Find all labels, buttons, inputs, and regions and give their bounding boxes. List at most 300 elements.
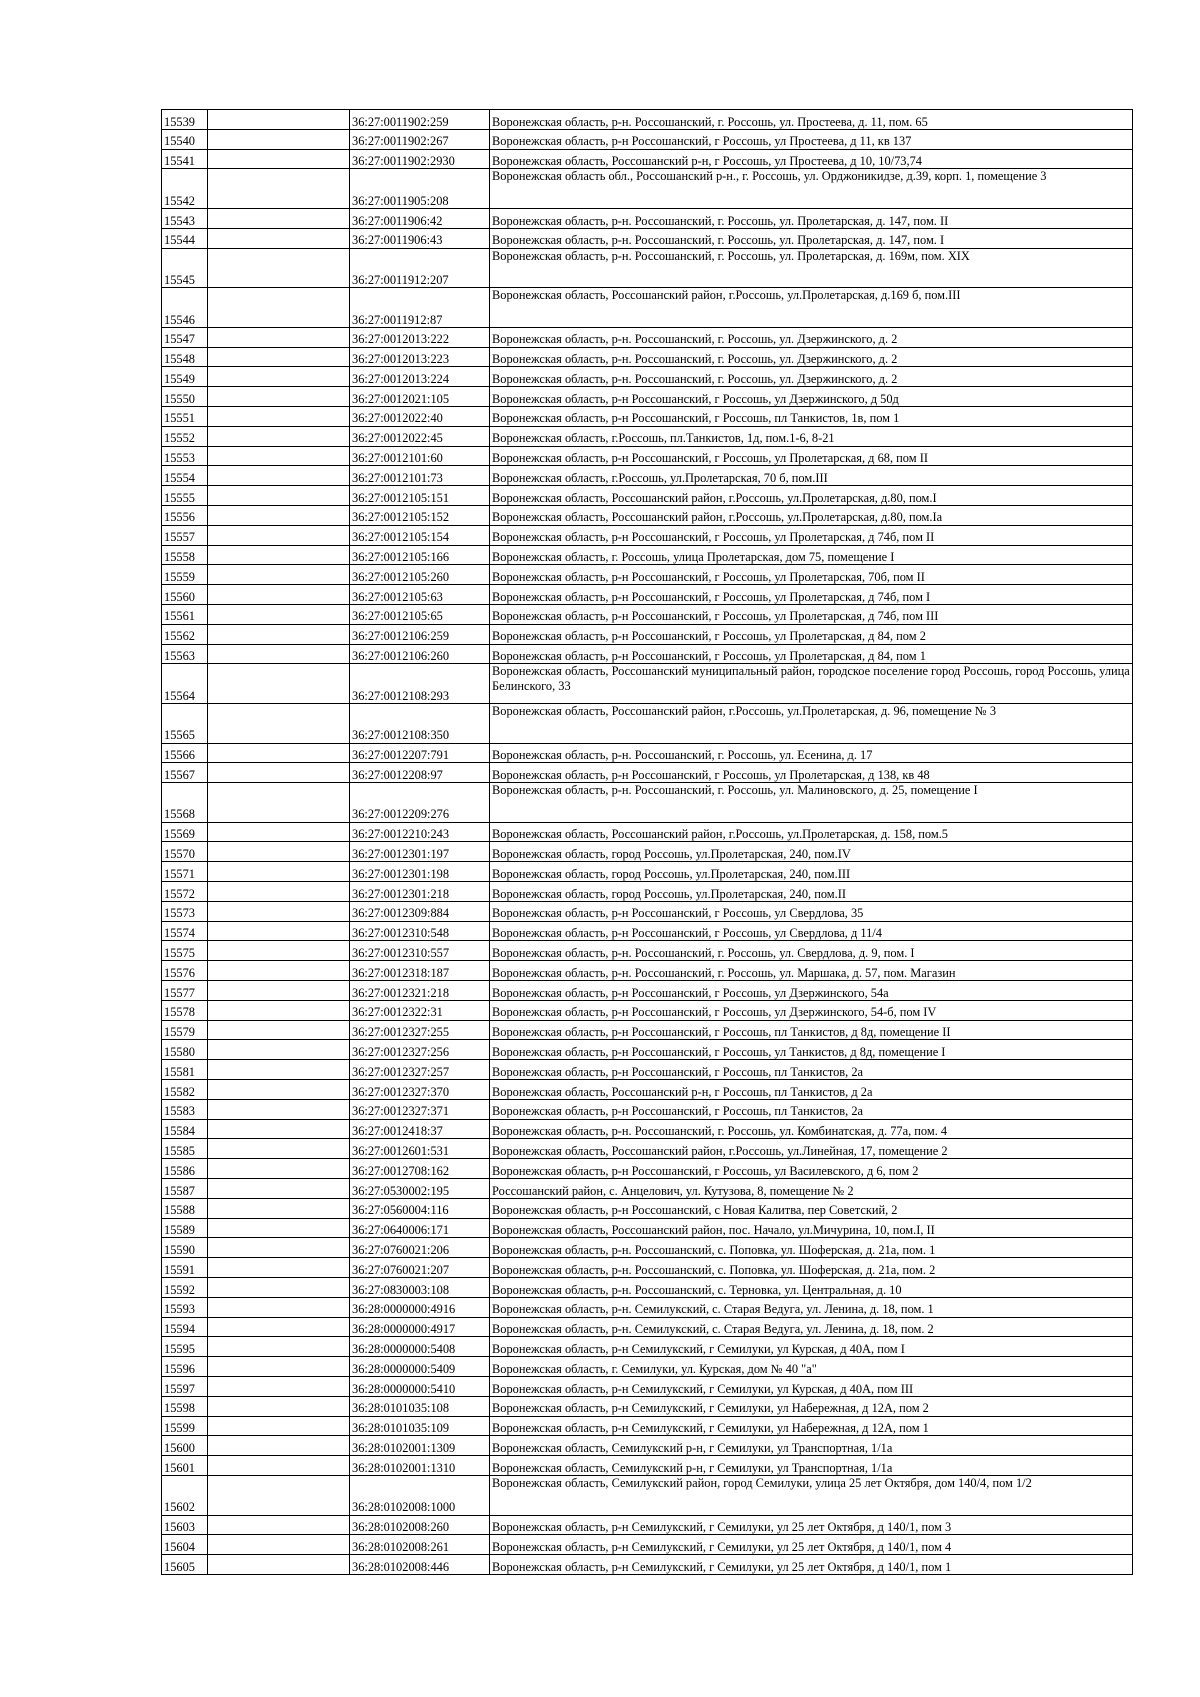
empty-cell [208,1060,350,1080]
address-cell: Воронежская область, Россошанский р-н, г Россошь, пл Танкистов, д 2а [490,1080,1133,1100]
cadastral-number-cell: 36:27:0011902:267 [350,129,490,149]
empty-cell [208,1179,350,1199]
row-number-cell: 15585 [162,1139,208,1159]
row-number-cell: 15559 [162,565,208,585]
address-cell: Воронежская область, р-н Россошанский, г Россошь, ул Василевского, д 6, пом 2 [490,1159,1133,1179]
empty-cell [208,842,350,862]
cadastral-number-cell: 36:28:0102001:1309 [350,1436,490,1456]
row-number-cell: 15576 [162,961,208,981]
address-cell: Воронежская область, Россошанский район, пос. Начало, ул.Мичурина, 10, пом.I, II [490,1218,1133,1238]
empty-cell [208,367,350,387]
row-number-cell: 15601 [162,1456,208,1476]
table-row [162,1099,1133,1119]
table-row [162,406,1133,426]
empty-cell [208,1159,350,1179]
address-cell: Воронежская область, г.Россошь, ул.Пролетарская, 70 б, пом.III [490,466,1133,486]
row-number-cell: 15600 [162,1436,208,1456]
row-number-cell: 15551 [162,406,208,426]
address-cell: Воронежская область, Россошанский муниципальный район, городское поселение город Россошь, город Россошь, улица Белинского, 33 [490,664,1133,704]
row-number-cell: 15590 [162,1238,208,1258]
cadastral-number-cell: 36:27:0012105:151 [350,486,490,506]
table-row [162,525,1133,545]
address-cell: Воронежская область, р-н Россошанский, г Россошь, пл Танкистов, 2а [490,1060,1133,1080]
table-row [162,1060,1133,1080]
cadastral-number-cell: 36:27:0012327:255 [350,1020,490,1040]
cadastral-number-cell: 36:27:0012318:187 [350,961,490,981]
cadastral-number-cell: 36:27:0012105:154 [350,525,490,545]
cadastral-number-cell: 36:27:0012022:45 [350,426,490,446]
table-row [162,1139,1133,1159]
table-row [162,1317,1133,1337]
cadastral-number-cell: 36:27:0012708:162 [350,1159,490,1179]
empty-cell [208,1099,350,1119]
row-number-cell: 15558 [162,545,208,565]
cadastral-number-cell: 36:28:0102008:260 [350,1515,490,1535]
row-number-cell: 15598 [162,1396,208,1416]
row-number-cell: 15594 [162,1317,208,1337]
address-cell: Воронежская область, Россошанский район, г.Россошь, ул.Пролетарская, д.80, пом.I [490,486,1133,506]
empty-cell [208,1416,350,1436]
empty-cell [208,941,350,961]
row-number-cell: 15591 [162,1258,208,1278]
empty-cell [208,1337,350,1357]
address-cell: Воронежская область, Россошанский район, г.Россошь, ул.Пролетарская, д. 96, помещение № 3 [490,703,1133,743]
address-cell: Воронежская область обл., Россошанский р-н., г. Россошь, ул. Орджоникидзе, д.39, корп. 1, помещение 3 [490,169,1133,209]
row-number-cell: 15577 [162,981,208,1001]
table-row [162,1218,1133,1238]
empty-cell [208,624,350,644]
empty-cell [208,961,350,981]
cadastral-number-cell: 36:27:0012108:293 [350,664,490,704]
empty-cell [208,1515,350,1535]
row-number-cell: 15554 [162,466,208,486]
address-cell: Воронежская область, Россошанский район, г.Россошь, ул.Линейная, 17, помещение 2 [490,1139,1133,1159]
row-number-cell: 15543 [162,208,208,228]
table-row [162,1555,1133,1575]
registry-table-body [162,110,1133,1575]
table-row [162,208,1133,228]
empty-cell [208,1297,350,1317]
address-cell: Воронежская область, р-н Россошанский, г Россошь, ул Пролетарская, д 84, пом 2 [490,624,1133,644]
cadastral-number-cell: 36:27:0760021:206 [350,1238,490,1258]
address-cell: Воронежская область, р-н Россошанский, г Россошь, ул Пролетарская, д 84, пом 1 [490,644,1133,664]
empty-cell [208,129,350,149]
empty-cell [208,545,350,565]
row-number-cell: 15541 [162,149,208,169]
cadastral-number-cell: 36:27:0011902:259 [350,110,490,130]
cadastral-number-cell: 36:28:0000000:5409 [350,1357,490,1377]
row-number-cell: 15553 [162,446,208,466]
table-row [162,585,1133,605]
cadastral-number-cell: 36:27:0012021:105 [350,387,490,407]
table-row [162,1456,1133,1476]
empty-cell [208,1258,350,1278]
table-row [162,486,1133,506]
cadastral-number-cell: 36:27:0012309:884 [350,901,490,921]
address-cell: Воронежская область, р-н Россошанский, г Россошь, пл Танкистов, 2а [490,1099,1133,1119]
row-number-cell: 15588 [162,1198,208,1218]
row-number-cell: 15578 [162,1000,208,1020]
table-row [162,1040,1133,1060]
table-row [162,1258,1133,1278]
cadastral-number-cell: 36:27:0012601:531 [350,1139,490,1159]
row-number-cell: 15583 [162,1099,208,1119]
table-row [162,565,1133,585]
table-row [162,1396,1133,1416]
address-cell: Воронежская область, город Россошь, ул.Пролетарская, 240, пом.II [490,882,1133,902]
cadastral-number-cell: 36:27:0760021:207 [350,1258,490,1278]
empty-cell [208,1396,350,1416]
empty-cell [208,110,350,130]
row-number-cell: 15556 [162,505,208,525]
table-row [162,981,1133,1001]
address-cell: Воронежская область, Россошанский район, г.Россошь, ул.Пролетарская, д.169 б, пом.III [490,288,1133,328]
registry-table [161,109,1133,1575]
address-cell: Воронежская область, р-н Россошанский, г Россошь, ул Пролетарская, д 74б, пом III [490,604,1133,624]
address-cell: Воронежская область, р-н. Россошанский, г. Россошь, ул. Дзержинского, д. 2 [490,367,1133,387]
row-number-cell: 15587 [162,1179,208,1199]
cadastral-number-cell: 36:27:0012105:65 [350,604,490,624]
empty-cell [208,426,350,446]
table-row [162,1357,1133,1377]
cadastral-number-cell: 36:28:0000000:4916 [350,1297,490,1317]
empty-cell [208,1238,350,1258]
cadastral-number-cell: 36:27:0012207:791 [350,743,490,763]
address-cell: Воронежская область, р-н Россошанский, г Россошь, пл Танкистов, д 8д, помещение II [490,1020,1133,1040]
table-row [162,1416,1133,1436]
cadastral-number-cell: 36:27:0012301:198 [350,862,490,882]
cadastral-number-cell: 36:27:0011912:207 [350,248,490,288]
table-row [162,1475,1133,1515]
table-row [162,387,1133,407]
row-number-cell: 15544 [162,228,208,248]
table-row [162,604,1133,624]
empty-cell [208,862,350,882]
address-cell: Воронежская область, р-н. Россошанский, с. Поповка, ул. Шоферская, д. 21а, пом. 2 [490,1258,1133,1278]
row-number-cell: 15568 [162,783,208,823]
row-number-cell: 15545 [162,248,208,288]
row-number-cell: 15555 [162,486,208,506]
row-number-cell: 15580 [162,1040,208,1060]
table-row [162,545,1133,565]
row-number-cell: 15560 [162,585,208,605]
empty-cell [208,347,350,367]
row-number-cell: 15542 [162,169,208,209]
table-row [162,941,1133,961]
cadastral-number-cell: 36:27:0011906:42 [350,208,490,228]
address-cell: Воронежская область, р-н Семилукский, г Семилуки, ул Курская, д 40А, пом III [490,1377,1133,1397]
empty-cell [208,446,350,466]
empty-cell [208,882,350,902]
table-row [162,763,1133,783]
cadastral-number-cell: 36:28:0102008:446 [350,1555,490,1575]
cadastral-number-cell: 36:27:0012013:222 [350,327,490,347]
empty-cell [208,387,350,407]
empty-cell [208,1456,350,1476]
table-row [162,1297,1133,1317]
address-cell: Воронежская область, Россошанский район, г.Россошь, ул.Пролетарская, д. 158, пом.5 [490,822,1133,842]
address-cell: Воронежская область, Семилукский район, город Семилуки, улица 25 лет Октября, дом 140/4, пом 1/2 [490,1475,1133,1515]
address-cell: Воронежская область, р-н Россошанский, г Россошь, ул Дзержинского, 54а [490,981,1133,1001]
row-number-cell: 15592 [162,1278,208,1298]
empty-cell [208,783,350,823]
table-row [162,1119,1133,1139]
empty-cell [208,1535,350,1555]
table-row [162,901,1133,921]
empty-cell [208,149,350,169]
address-cell: Воронежская область, Семилукский р-н, г Семилуки, ул Транспортная, 1/1а [490,1456,1133,1476]
cadastral-number-cell: 36:27:0560004:116 [350,1198,490,1218]
empty-cell [208,604,350,624]
table-row [162,1238,1133,1258]
address-cell: Воронежская область, р-н. Россошанский, г. Россошь, ул. Дзержинского, д. 2 [490,347,1133,367]
cadastral-number-cell: 36:27:0012301:218 [350,882,490,902]
address-cell: Воронежская область, г. Россошь, улица Пролетарская, дом 75, помещение I [490,545,1133,565]
row-number-cell: 15596 [162,1357,208,1377]
table-row [162,743,1133,763]
cadastral-number-cell: 36:27:0012106:260 [350,644,490,664]
table-row [162,703,1133,743]
empty-cell [208,763,350,783]
table-row [162,961,1133,981]
address-cell: Воронежская область, р-н. Россошанский, с. Терновка, ул. Центральная, д. 10 [490,1278,1133,1298]
row-number-cell: 15546 [162,288,208,328]
address-cell: Воронежская область, р-н. Семилукский, с. Старая Ведуга, ул. Ленина, д. 18, пом. 2 [490,1317,1133,1337]
cadastral-number-cell: 36:27:0012209:276 [350,783,490,823]
row-number-cell: 15547 [162,327,208,347]
row-number-cell: 15548 [162,347,208,367]
table-row [162,129,1133,149]
table-row [162,446,1133,466]
row-number-cell: 15579 [162,1020,208,1040]
cadastral-number-cell: 36:27:0012208:97 [350,763,490,783]
address-cell: Воронежская область, р-н Семилукский, г Семилуки, ул Набережная, д 12А, пом 2 [490,1396,1133,1416]
empty-cell [208,228,350,248]
row-number-cell: 15562 [162,624,208,644]
address-cell: Воронежская область, г.Россошь, пл.Танкистов, 1д, пом.1-6, 8-21 [490,426,1133,446]
cadastral-number-cell: 36:27:0012418:37 [350,1119,490,1139]
cadastral-number-cell: 36:27:0012105:260 [350,565,490,585]
row-number-cell: 15565 [162,703,208,743]
table-row [162,367,1133,387]
cadastral-number-cell: 36:27:0012327:257 [350,1060,490,1080]
row-number-cell: 15539 [162,110,208,130]
cadastral-number-cell: 36:27:0012321:218 [350,981,490,1001]
address-cell: Воронежская область, р-н. Россошанский, г. Россошь, ул. Пролетарская, д. 147, пом. II [490,208,1133,228]
row-number-cell: 15572 [162,882,208,902]
address-cell: Воронежская область, р-н Россошанский, г Россошь, ул Свердлова, 35 [490,901,1133,921]
row-number-cell: 15552 [162,426,208,446]
cadastral-number-cell: 36:27:0011902:2930 [350,149,490,169]
address-cell: Воронежская область, р-н. Россошанский, г. Россошь, ул. Пролетарская, д. 169м, пом. XIX [490,248,1133,288]
table-row [162,664,1133,704]
table-row [162,248,1133,288]
row-number-cell: 15564 [162,664,208,704]
cadastral-number-cell: 36:28:0000000:5408 [350,1337,490,1357]
address-cell: Воронежская область, р-н Россошанский, г Россошь, ул Пролетарская, д 68, пом II [490,446,1133,466]
table-row [162,783,1133,823]
address-cell: Воронежская область, р-н Семилукский, г Семилуки, ул 25 лет Октября, д 140/1, пом 3 [490,1515,1133,1535]
cadastral-number-cell: 36:27:0012013:223 [350,347,490,367]
empty-cell [208,327,350,347]
row-number-cell: 15581 [162,1060,208,1080]
table-row [162,1000,1133,1020]
address-cell: Воронежская область, Семилукский р-н, г Семилуки, ул Транспортная, 1/1а [490,1436,1133,1456]
address-cell: Воронежская область, Россошанский р-н, г Россошь, ул Простеева, д 10, 10/73,74 [490,149,1133,169]
table-row [162,862,1133,882]
table-row [162,1515,1133,1535]
cadastral-number-cell: 36:27:0012101:73 [350,466,490,486]
cadastral-number-cell: 36:27:0012327:370 [350,1080,490,1100]
address-cell: Воронежская область, р-н Россошанский, г Россошь, ул Свердлова, д 11/4 [490,921,1133,941]
table-row [162,842,1133,862]
cadastral-number-cell: 36:27:0012101:60 [350,446,490,466]
row-number-cell: 15567 [162,763,208,783]
empty-cell [208,585,350,605]
table-row [162,1377,1133,1397]
empty-cell [208,505,350,525]
address-cell: Воронежская область, р-н Семилукский, г Семилуки, ул 25 лет Октября, д 140/1, пом 4 [490,1535,1133,1555]
cadastral-number-cell: 36:27:0012013:224 [350,367,490,387]
empty-cell [208,981,350,1001]
row-number-cell: 15571 [162,862,208,882]
table-row [162,921,1133,941]
table-row [162,822,1133,842]
row-number-cell: 15599 [162,1416,208,1436]
address-cell: Воронежская область, г. Семилуки, ул. Курская, дом № 40 "а" [490,1357,1133,1377]
empty-cell [208,208,350,228]
cadastral-number-cell: 36:28:0101035:108 [350,1396,490,1416]
cadastral-number-cell: 36:27:0012327:256 [350,1040,490,1060]
empty-cell [208,1278,350,1298]
empty-cell [208,1317,350,1337]
row-number-cell: 15595 [162,1337,208,1357]
address-cell: Воронежская область, Россошанский район, г.Россошь, ул.Пролетарская, д.80, пом.Iа [490,505,1133,525]
address-cell: Воронежская область, р-н. Россошанский, г. Россошь, ул. Комбинатская, д. 77а, пом. 4 [490,1119,1133,1139]
table-row [162,1020,1133,1040]
cadastral-number-cell: 36:27:0011912:87 [350,288,490,328]
table-row [162,228,1133,248]
address-cell: Воронежская область, р-н Россошанский, г Россошь, ул Дзержинского, д 50д [490,387,1133,407]
cadastral-number-cell: 36:27:0012310:548 [350,921,490,941]
cadastral-number-cell: 36:27:0012105:152 [350,505,490,525]
table-row [162,1337,1133,1357]
empty-cell [208,921,350,941]
table-row [162,110,1133,130]
cadastral-number-cell: 36:27:0011906:43 [350,228,490,248]
cadastral-number-cell: 36:27:0012322:31 [350,1000,490,1020]
cadastral-number-cell: 36:28:0000000:4917 [350,1317,490,1337]
cadastral-number-cell: 36:27:0012310:557 [350,941,490,961]
table-row [162,644,1133,664]
row-number-cell: 15584 [162,1119,208,1139]
empty-cell [208,664,350,704]
empty-cell [208,1555,350,1575]
empty-cell [208,901,350,921]
row-number-cell: 15569 [162,822,208,842]
row-number-cell: 15589 [162,1218,208,1238]
cadastral-number-cell: 36:27:0012301:197 [350,842,490,862]
table-row [162,1436,1133,1456]
empty-cell [208,565,350,585]
empty-cell [208,1139,350,1159]
table-row [162,169,1133,209]
empty-cell [208,406,350,426]
empty-cell [208,1000,350,1020]
address-cell: Воронежская область, р-н. Россошанский, г. Россошь, ул. Малиновского, д. 25, помещение I [490,783,1133,823]
empty-cell [208,486,350,506]
address-cell: Воронежская область, город Россошь, ул.Пролетарская, 240, пом.IV [490,842,1133,862]
table-row [162,1198,1133,1218]
address-cell: Воронежская область, город Россошь, ул.Пролетарская, 240, пом.III [490,862,1133,882]
address-cell: Воронежская область, р-н Россошанский, г Россошь, ул Танкистов, д 8д, помещение I [490,1040,1133,1060]
empty-cell [208,1198,350,1218]
address-cell: Воронежская область, р-н. Россошанский, с. Поповка, ул. Шоферская, д. 21а, пом. 1 [490,1238,1133,1258]
address-cell: Воронежская область, р-н Россошанский, г Россошь, ул Пролетарская, д 74б, пом I [490,585,1133,605]
row-number-cell: 15593 [162,1297,208,1317]
empty-cell [208,1218,350,1238]
cadastral-number-cell: 36:27:0012108:350 [350,703,490,743]
row-number-cell: 15603 [162,1515,208,1535]
empty-cell [208,288,350,328]
address-cell: Воронежская область, р-н Семилукский, г Семилуки, ул Набережная, д 12А, пом 1 [490,1416,1133,1436]
row-number-cell: 15561 [162,604,208,624]
row-number-cell: 15573 [162,901,208,921]
table-row [162,1080,1133,1100]
empty-cell [208,1436,350,1456]
cadastral-number-cell: 36:27:0012022:40 [350,406,490,426]
address-cell: Воронежская область, р-н. Россошанский, г. Россошь, ул. Свердлова, д. 9, пом. I [490,941,1133,961]
row-number-cell: 15549 [162,367,208,387]
row-number-cell: 15550 [162,387,208,407]
address-cell: Воронежская область, р-н. Семилукский, с. Старая Ведуга, ул. Ленина, д. 18, пом. 1 [490,1297,1133,1317]
table-row [162,149,1133,169]
row-number-cell: 15582 [162,1080,208,1100]
cadastral-number-cell: 36:27:0011905:208 [350,169,490,209]
empty-cell [208,1040,350,1060]
table-row [162,1535,1133,1555]
cadastral-number-cell: 36:27:0012105:63 [350,585,490,605]
cadastral-number-cell: 36:27:0640006:171 [350,1218,490,1238]
empty-cell [208,466,350,486]
table-row [162,466,1133,486]
row-number-cell: 15540 [162,129,208,149]
row-number-cell: 15586 [162,1159,208,1179]
table-row [162,1278,1133,1298]
empty-cell [208,1357,350,1377]
cadastral-number-cell: 36:27:0830003:108 [350,1278,490,1298]
empty-cell [208,1119,350,1139]
table-row [162,1159,1133,1179]
address-cell: Воронежская область, р-н Россошанский, с Новая Калитва, пер Советский, 2 [490,1198,1133,1218]
cadastral-number-cell: 36:27:0012105:166 [350,545,490,565]
empty-cell [208,644,350,664]
row-number-cell: 15597 [162,1377,208,1397]
address-cell: Воронежская область, р-н Россошанский, г Россошь, ул Пролетарская, д 138, кв 48 [490,763,1133,783]
row-number-cell: 15563 [162,644,208,664]
empty-cell [208,743,350,763]
address-cell: Воронежская область, р-н Россошанский, г Россошь, ул Пролетарская, 70б, пом II [490,565,1133,585]
cadastral-number-cell: 36:28:0102001:1310 [350,1456,490,1476]
row-number-cell: 15570 [162,842,208,862]
empty-cell [208,1080,350,1100]
table-row [162,1179,1133,1199]
table-row [162,347,1133,367]
address-cell: Воронежская область, р-н Семилукский, г Семилуки, ул 25 лет Октября, д 140/1, пом 1 [490,1555,1133,1575]
table-row [162,426,1133,446]
address-cell: Воронежская область, р-н. Россошанский, г. Россошь, ул. Простеева, д. 11, пом. 65 [490,110,1133,130]
address-cell: Воронежская область, р-н. Россошанский, г. Россошь, ул. Маршака, д. 57, пом. Магазин [490,961,1133,981]
